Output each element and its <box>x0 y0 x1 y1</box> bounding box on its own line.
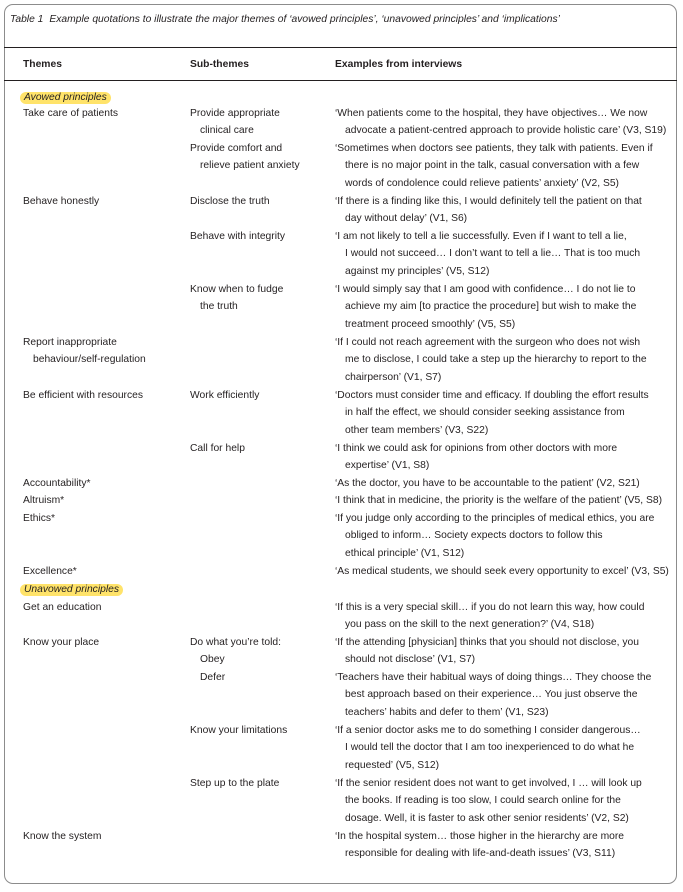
quote-line: you pass on the skill to the next generation?’ (V4, S18) <box>345 619 595 631</box>
subtheme-line: Step up to the plate <box>190 778 280 789</box>
subtheme-cell <box>190 722 287 739</box>
quote-line: in half the effect, we should consider seeking assistance from <box>345 407 625 419</box>
subtheme-cell <box>190 387 259 404</box>
quote-line: day without delay’ (V1, S6) <box>345 213 468 225</box>
quote-cell <box>335 281 636 333</box>
header-examples: Examples from interviews <box>335 59 463 70</box>
table-label: Table 1 <box>10 14 44 25</box>
theme-cell <box>23 563 77 580</box>
quote-cell <box>335 440 617 475</box>
table-caption-text: Example quotations to illustrate the major themes of ‘avowed principles’, ‘unavowed principles’ and ‘implications’ <box>49 14 560 25</box>
quote-line: teachers’ habits and defer to them’ (V1, S23) <box>345 706 549 718</box>
quote-line: ‘Doctors must consider time and efficacy. If doubling the effort results <box>335 390 649 401</box>
header-rule <box>4 80 677 81</box>
theme-line: Know the system <box>23 831 102 842</box>
subtheme-line: Obey <box>200 654 225 666</box>
quote-cell <box>335 599 644 634</box>
quote-line: chairperson’ (V1, S7) <box>345 371 442 383</box>
subtheme-line: Know your limitations <box>190 725 288 736</box>
quote-line: ‘If there is a finding like this, I would definitely tell the patient on that <box>335 196 642 207</box>
subtheme-cell <box>190 440 245 457</box>
quote-line: should not disclose’ (V1, S7) <box>345 654 476 666</box>
theme-cell <box>23 828 101 845</box>
quote-cell <box>335 634 639 669</box>
quote-line: me to disclose, I could take a step up the hierarchy to report to the <box>345 354 647 366</box>
theme-line: Altruism* <box>23 495 65 506</box>
subtheme-line: Call for help <box>190 443 245 454</box>
quote-cell <box>335 105 666 140</box>
subtheme-line: Behave with integrity <box>190 231 286 242</box>
subtheme-cell <box>190 634 281 686</box>
theme-cell <box>23 387 143 404</box>
subtheme-line: Know when to fudge <box>190 284 284 295</box>
subtheme-line: Disclose the truth <box>190 196 270 207</box>
quote-line: advocate a patient-centred approach to provide holistic care’ (V3, S19) <box>345 125 667 137</box>
subtheme-line: Provide appropriate <box>190 108 280 119</box>
quote-line: ‘Sometimes when doctors see patients, they talk with patients. Even if <box>335 143 653 154</box>
quote-line: ‘I think that in medicine, the priority is the welfare of the patient’ (V5, S8) <box>335 495 662 506</box>
theme-cell <box>23 105 118 122</box>
subtheme-cell <box>190 105 280 140</box>
quote-line: treatment proceed smoothly’ (V5, S5) <box>345 318 516 330</box>
quote-cell <box>335 722 641 774</box>
quote-line: ‘I think we could ask for opinions from other doctors with more <box>335 443 618 454</box>
theme-line: Behave honestly <box>23 196 100 207</box>
subtheme-line: Provide comfort and <box>190 143 283 154</box>
section-unavowed-principles: Unavowed principles <box>20 584 123 596</box>
quote-line: ‘If the senior resident does not want to get involved, I … will look up <box>335 778 642 789</box>
quote-line: expertise’ (V1, S8) <box>345 460 430 472</box>
subtheme-line: Do what you’re told: <box>190 637 282 648</box>
quote-line: there is no major point in the talk, casual conversation with a few <box>345 160 640 172</box>
quote-line: ‘As medical students, we should seek every opportunity to excel’ (V3, S5) <box>335 566 669 577</box>
quote-line: ‘When patients come to the hospital, they have objectives… We now <box>335 108 648 119</box>
theme-cell <box>23 334 146 369</box>
top-rule <box>4 47 677 48</box>
subtheme-cell <box>190 775 279 792</box>
theme-cell <box>23 193 99 210</box>
quote-cell <box>335 475 640 492</box>
quote-line: words of condolence could relieve patients’ anxiety’ (V2, S5) <box>345 177 619 189</box>
theme-line: Accountability* <box>23 478 91 489</box>
theme-line: Ethics* <box>23 513 56 524</box>
quote-line: ‘If I could not reach agreement with the surgeon who does not wish <box>335 337 641 348</box>
subtheme-line: the truth <box>200 301 238 313</box>
quote-line: ‘I am not likely to tell a lie successfully. Even if I want to tell a lie, <box>335 231 627 242</box>
quote-line: ‘As the doctor, you have to be accountable to the patient’ (V2, S21) <box>335 478 640 489</box>
quote-line: best approach based on their experience… You just observe the <box>345 689 638 701</box>
quote-cell <box>335 387 649 439</box>
quote-cell <box>335 563 669 580</box>
theme-line: behaviour/self-regulation <box>33 354 146 366</box>
quote-cell <box>335 828 624 863</box>
quote-cell <box>335 510 654 562</box>
quote-line: I would tell the doctor that I am too inexperienced to do what he <box>345 742 635 754</box>
subtheme-line: relieve patient anxiety <box>200 160 300 172</box>
subtheme-line: Work efficiently <box>190 390 260 401</box>
subtheme-cell <box>190 228 285 245</box>
quote-line: ‘Teachers have their habitual ways of doing things… They choose the <box>335 672 652 683</box>
subtheme-cell <box>190 140 300 175</box>
quote-cell <box>335 775 642 827</box>
theme-cell <box>23 510 55 527</box>
quote-line: ‘If a senior doctor asks me to do something I consider dangerous… <box>335 725 641 736</box>
subtheme-cell <box>190 281 283 316</box>
quote-line: ‘If the attending [physician] thinks that you should not disclose, you <box>335 637 639 648</box>
quote-cell <box>335 193 642 228</box>
subtheme-line: clinical care <box>200 125 254 137</box>
header-subthemes: Sub-themes <box>190 59 249 70</box>
subtheme-cell <box>190 193 270 210</box>
quote-line: other team members’ (V3, S22) <box>345 424 489 436</box>
quote-line: dosage. Well, it is faster to ask other senior residents’ (V2, S2) <box>345 812 629 824</box>
quote-line: requested’ (V5, S12) <box>345 759 440 771</box>
quote-line: ‘I would simply say that I am good with confidence… I do not lie to <box>335 284 636 295</box>
quote-cell <box>335 228 640 280</box>
quote-line: ‘If you judge only according to the principles of medical ethics, you are <box>335 513 655 524</box>
quote-cell <box>335 334 647 386</box>
subtheme-line: Defer <box>200 671 226 683</box>
quote-line: obliged to inform… Society expects doctors to follow this <box>345 530 603 542</box>
theme-cell <box>23 475 91 492</box>
quote-line: against my principles’ (V5, S12) <box>345 265 490 277</box>
theme-line: Know your place <box>23 637 100 648</box>
theme-line: Be efficient with resources <box>23 390 143 401</box>
quote-cell <box>335 669 651 721</box>
header-themes: Themes <box>23 59 62 70</box>
quote-line: I would not succeed… I don’t want to tell a lie… That is too much <box>345 248 641 260</box>
theme-line: Take care of patients <box>23 108 119 119</box>
quote-line: ‘In the hospital system… those higher in the hierarchy are more <box>335 831 625 842</box>
theme-line: Excellence* <box>23 566 77 577</box>
table-caption <box>10 14 560 25</box>
quote-cell <box>335 492 662 509</box>
quote-cell <box>335 140 653 192</box>
theme-cell <box>23 492 64 509</box>
section-avowed-principles: Avowed principles <box>20 92 111 104</box>
theme-cell <box>23 599 101 616</box>
quote-line: achieve my aim [to practice the procedure] but wish to make the <box>345 301 637 313</box>
quote-line: ‘If this is a very special skill… if you do not learn this way, how could <box>335 602 645 613</box>
theme-line: Get an education <box>23 602 102 613</box>
quote-line: the books. If reading is too slow, I could search online for the <box>345 795 621 807</box>
theme-cell <box>23 634 99 651</box>
theme-line: Report inappropriate <box>23 337 117 348</box>
quote-line: responsible for dealing with life-and-death issues’ (V3, S11) <box>345 848 616 860</box>
quote-line: ethical principle’ (V1, S12) <box>345 547 465 559</box>
